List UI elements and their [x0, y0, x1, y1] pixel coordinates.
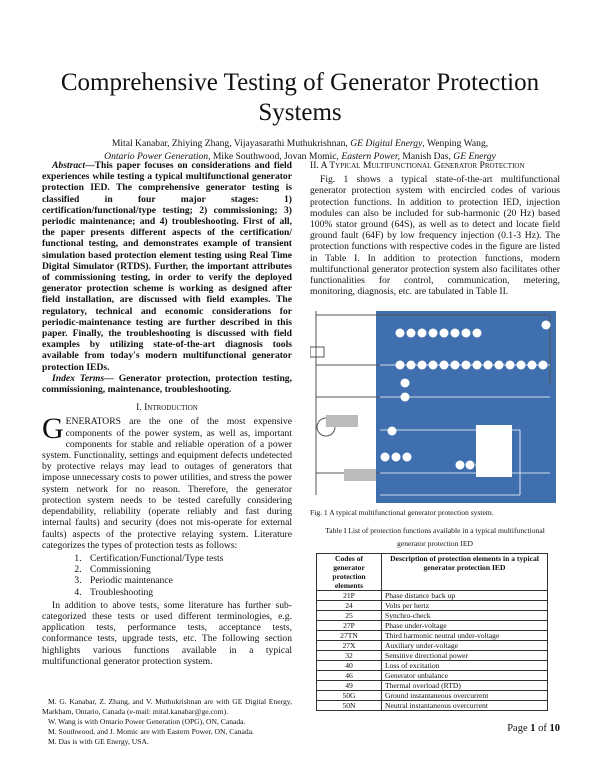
footnotes: [42, 697, 292, 747]
protection-function-circle: [451, 329, 460, 338]
table-row: [317, 681, 548, 691]
table-row: [317, 701, 548, 711]
table-row: [317, 631, 548, 641]
protection-function-circle: [473, 361, 482, 370]
footnote: M. Das is with GE Energy, USA.: [48, 736, 149, 746]
abstract: [42, 160, 292, 373]
ied-panel: [376, 311, 556, 503]
protection-function-circle: [396, 361, 405, 370]
protection-function-circle: [407, 361, 416, 370]
protection-function-circle: [418, 361, 427, 370]
code-cell: 40: [317, 661, 382, 671]
protection-function-circle: [392, 453, 401, 462]
description-cell: Generator unbalance: [382, 671, 548, 681]
affiliation: Eastern Power,: [341, 150, 400, 162]
protection-function-circle: [495, 361, 504, 370]
authors-text: Manish Das,: [399, 150, 454, 162]
description-cell: Thermal overload (RTD): [382, 681, 548, 691]
figure-caption: Fig. 1 A typical multifunctional generator protection system.: [310, 508, 494, 518]
affiliation: Ontario Power Generation: [104, 150, 209, 162]
protection-functions-table: [316, 553, 548, 711]
code-cell: 27X: [317, 641, 382, 651]
protection-function-circle: [542, 321, 551, 330]
table-header: Description of protection elements in a typical generator protection IED: [382, 554, 548, 591]
section-heading: II. A Typical Multifunctional Generator Protection: [310, 160, 525, 171]
list-item: 1. Certification/Functional/Type tests: [84, 553, 292, 564]
right-column: [310, 160, 560, 735]
list-item: 3. Periodic maintenance: [84, 575, 292, 586]
table-row: [317, 671, 548, 681]
description-cell: Sensitive directional power: [382, 651, 548, 661]
protection-function-circle: [403, 453, 412, 462]
code-cell: 50G: [317, 691, 382, 701]
description-cell: Third harmonic neutral under-voltage: [382, 631, 548, 641]
protection-function-circle: [484, 361, 493, 370]
footnote: W. Wang is with Ontario Power Generation (OPG), ON, Canada.: [48, 716, 246, 726]
description-cell: Phase under-voltage: [382, 621, 548, 631]
protection-function-circle: [456, 461, 465, 470]
protection-function-circle: [401, 379, 410, 388]
code-cell: 21P: [317, 591, 382, 601]
list-item: 2. Commissioning: [84, 564, 292, 575]
description-cell: Phase distance back up: [382, 591, 548, 601]
authors-text: , Mike Southwood, Jovan Momic,: [208, 150, 342, 162]
table-row: [317, 591, 548, 601]
footnote: M. Southwood, and J. Momic are with Eastern Power, ON, Canada.: [48, 726, 254, 736]
description-cell: Ground instantaneous overcurrent: [382, 691, 548, 701]
section2-paragraph: Fig. 1 shows a typical state-of-the-art multifunctional generator protection system with encircled codes of various protection functions. In addition to protection IED, injection modules can also be included for sub-harmonic (20 Hz) based 100% stator ground (64S), as well as to detect and locate field ground fault (64F) by low frequency injection (0.1-3 Hz). The protection functions with respective codes in the figure are listed in Table I. In addition to protection functions, modern multifunctional generator protection system also facilitates other functionalities for control, communication, metering, monitoring, diagnosis, etc. are tabulated in Table II.: [310, 174, 560, 298]
protection-function-circle: [418, 329, 427, 338]
protection-function-circle: [462, 329, 471, 338]
description-cell: Volts per hertz: [382, 601, 548, 611]
page-total: 10: [549, 723, 560, 735]
table-row: [317, 641, 548, 651]
index-terms: [42, 373, 292, 395]
protection-function-circle: [440, 329, 449, 338]
list-item: 4. Troubleshooting: [84, 587, 292, 598]
code-cell: 27TN: [317, 631, 382, 641]
description-cell: Neutral instantaneous overcurrent: [382, 701, 548, 711]
protection-function-circle: [396, 329, 405, 338]
table-row: [317, 661, 548, 671]
abstract-label: Abstract: [52, 160, 86, 171]
affiliation: GE Energy: [453, 150, 496, 162]
two-column-body: [42, 160, 560, 747]
protection-function-circle: [401, 393, 410, 402]
page-current: 1: [530, 723, 536, 735]
code-cell: 50N: [317, 701, 382, 711]
protection-function-circle: [473, 329, 482, 338]
code-cell: 49: [317, 681, 382, 691]
protection-function-circle: [451, 361, 460, 370]
section-heading: I. Introduction: [136, 402, 198, 414]
table-row: [317, 601, 548, 611]
description-cell: Loss of excitation: [382, 661, 548, 671]
protection-function-circle: [539, 361, 548, 370]
index-terms-label: Index Terms: [52, 372, 105, 384]
code-cell: 24: [317, 601, 382, 611]
page-prefix: Page: [507, 723, 531, 735]
protection-function-circle: [440, 361, 449, 370]
description-cell: Auxiliary under-voltage: [382, 641, 548, 651]
intro-text: ENERATORS are the one of the most expensive components of the power system, as well as, important components for stable and reliable operation of a power system. Functionality, settings and equipment defects undetected by protective relays may lead to outages of generators that impose unnecessary costs to power utilities, and stress the power system network for no reason. Therefore, the generator protection system needs to be tested carefully considering dependability, reliability (operate reliably and fast during internal faults) and security (does not mis-operate for external faults) aspects of the protective relaying system. Literature categorizes the types of protection tests as follows:: [42, 416, 292, 551]
code-cell: 46: [317, 671, 382, 681]
paper-header: [40, 68, 560, 163]
code-cell: 25: [317, 611, 382, 621]
table-header: Codes of generator protection elements: [317, 554, 382, 591]
protection-function-circle: [506, 361, 515, 370]
index-terms-text: — Generator protection, protection testing, commissioning, maintenance, troubleshooting.: [42, 372, 292, 396]
authors-text: , Wenping Wang,: [422, 138, 489, 149]
protection-system-diagram: [310, 305, 562, 505]
protection-function-circle: [466, 461, 475, 470]
protection-function-circle: [429, 361, 438, 370]
paper-title: Comprehensive Testing of Generator Protection Systems: [60, 69, 540, 126]
protection-function-circle: [462, 361, 471, 370]
protection-function-circle: [429, 329, 438, 338]
test-types-list: [70, 553, 292, 598]
footnote: M. G. Kanabar, Z. Zhang, and V. Muthukrishnan are with GE Digital Energy, Markham, Ontario, Canada (e-mail: mital.kanabar@ge.com).: [42, 696, 292, 716]
drop-cap: G: [42, 412, 64, 446]
protection-function-circle: [528, 361, 537, 370]
table-caption: Table I List of protection functions available in a typical multifunctional generator protection IED: [325, 526, 545, 549]
abstract-text: —This paper focuses on considerations and field experiences while testing a typical multifunctional generator protection IED. The comprehensive generator testing is classified in four major stages: 1) certification/functional/type testing; 2) commissioning; 3) periodic maintenance; and 4) troubleshooting. First of all, the paper presents different aspects of the certification/ functional testing, and demonstrates example of transient simulation based protection element testing using Real Time Digital Simulator (RTDS). Further, the important attributes of commissioning testing, in order to verify the deployed generator protection scheme is working as designed after field installation, are discussed with field examples. The regulatory, technical and economic considerations for periodic-maintenance testing are further described in this paper. Finally, the troubleshooting is discussed with field examples by utilizing state-of-the-art diagnosis tools available from today's modern multifunctional generator protection IEDs.: [42, 160, 292, 373]
affiliation: GE Digital Energy: [350, 138, 423, 149]
table-row: [317, 651, 548, 661]
code-cell: 32: [317, 651, 382, 661]
table-row: [317, 621, 548, 631]
left-column: [42, 160, 292, 747]
code-cell: 27P: [317, 621, 382, 631]
page-number: [310, 723, 560, 734]
table-row: [317, 691, 548, 701]
protection-function-circle: [517, 361, 526, 370]
protection-function-circle: [381, 453, 390, 462]
description-cell: Synchro-check: [382, 611, 548, 621]
intro-paragraph: [42, 412, 292, 551]
protection-function-circle: [476, 461, 485, 470]
protection-function-circle: [388, 427, 397, 436]
authors-text: Mital Kanabar, Zhiying Zhang, Vijayasarathi Muthukrishnan,: [111, 138, 351, 149]
intro-paragraph-2: In addition to above tests, some literature has further sub-categorized these tests or used different terminologies, e.g. application tests, performance tests, acceptance tests, conformance tests, upgrade tests, etc. The following section highlights various functions available in a typical multifunctional generator protection system.: [42, 599, 292, 667]
page-sep: of: [535, 723, 550, 735]
protection-function-circle: [407, 329, 416, 338]
table-row: [317, 611, 548, 621]
